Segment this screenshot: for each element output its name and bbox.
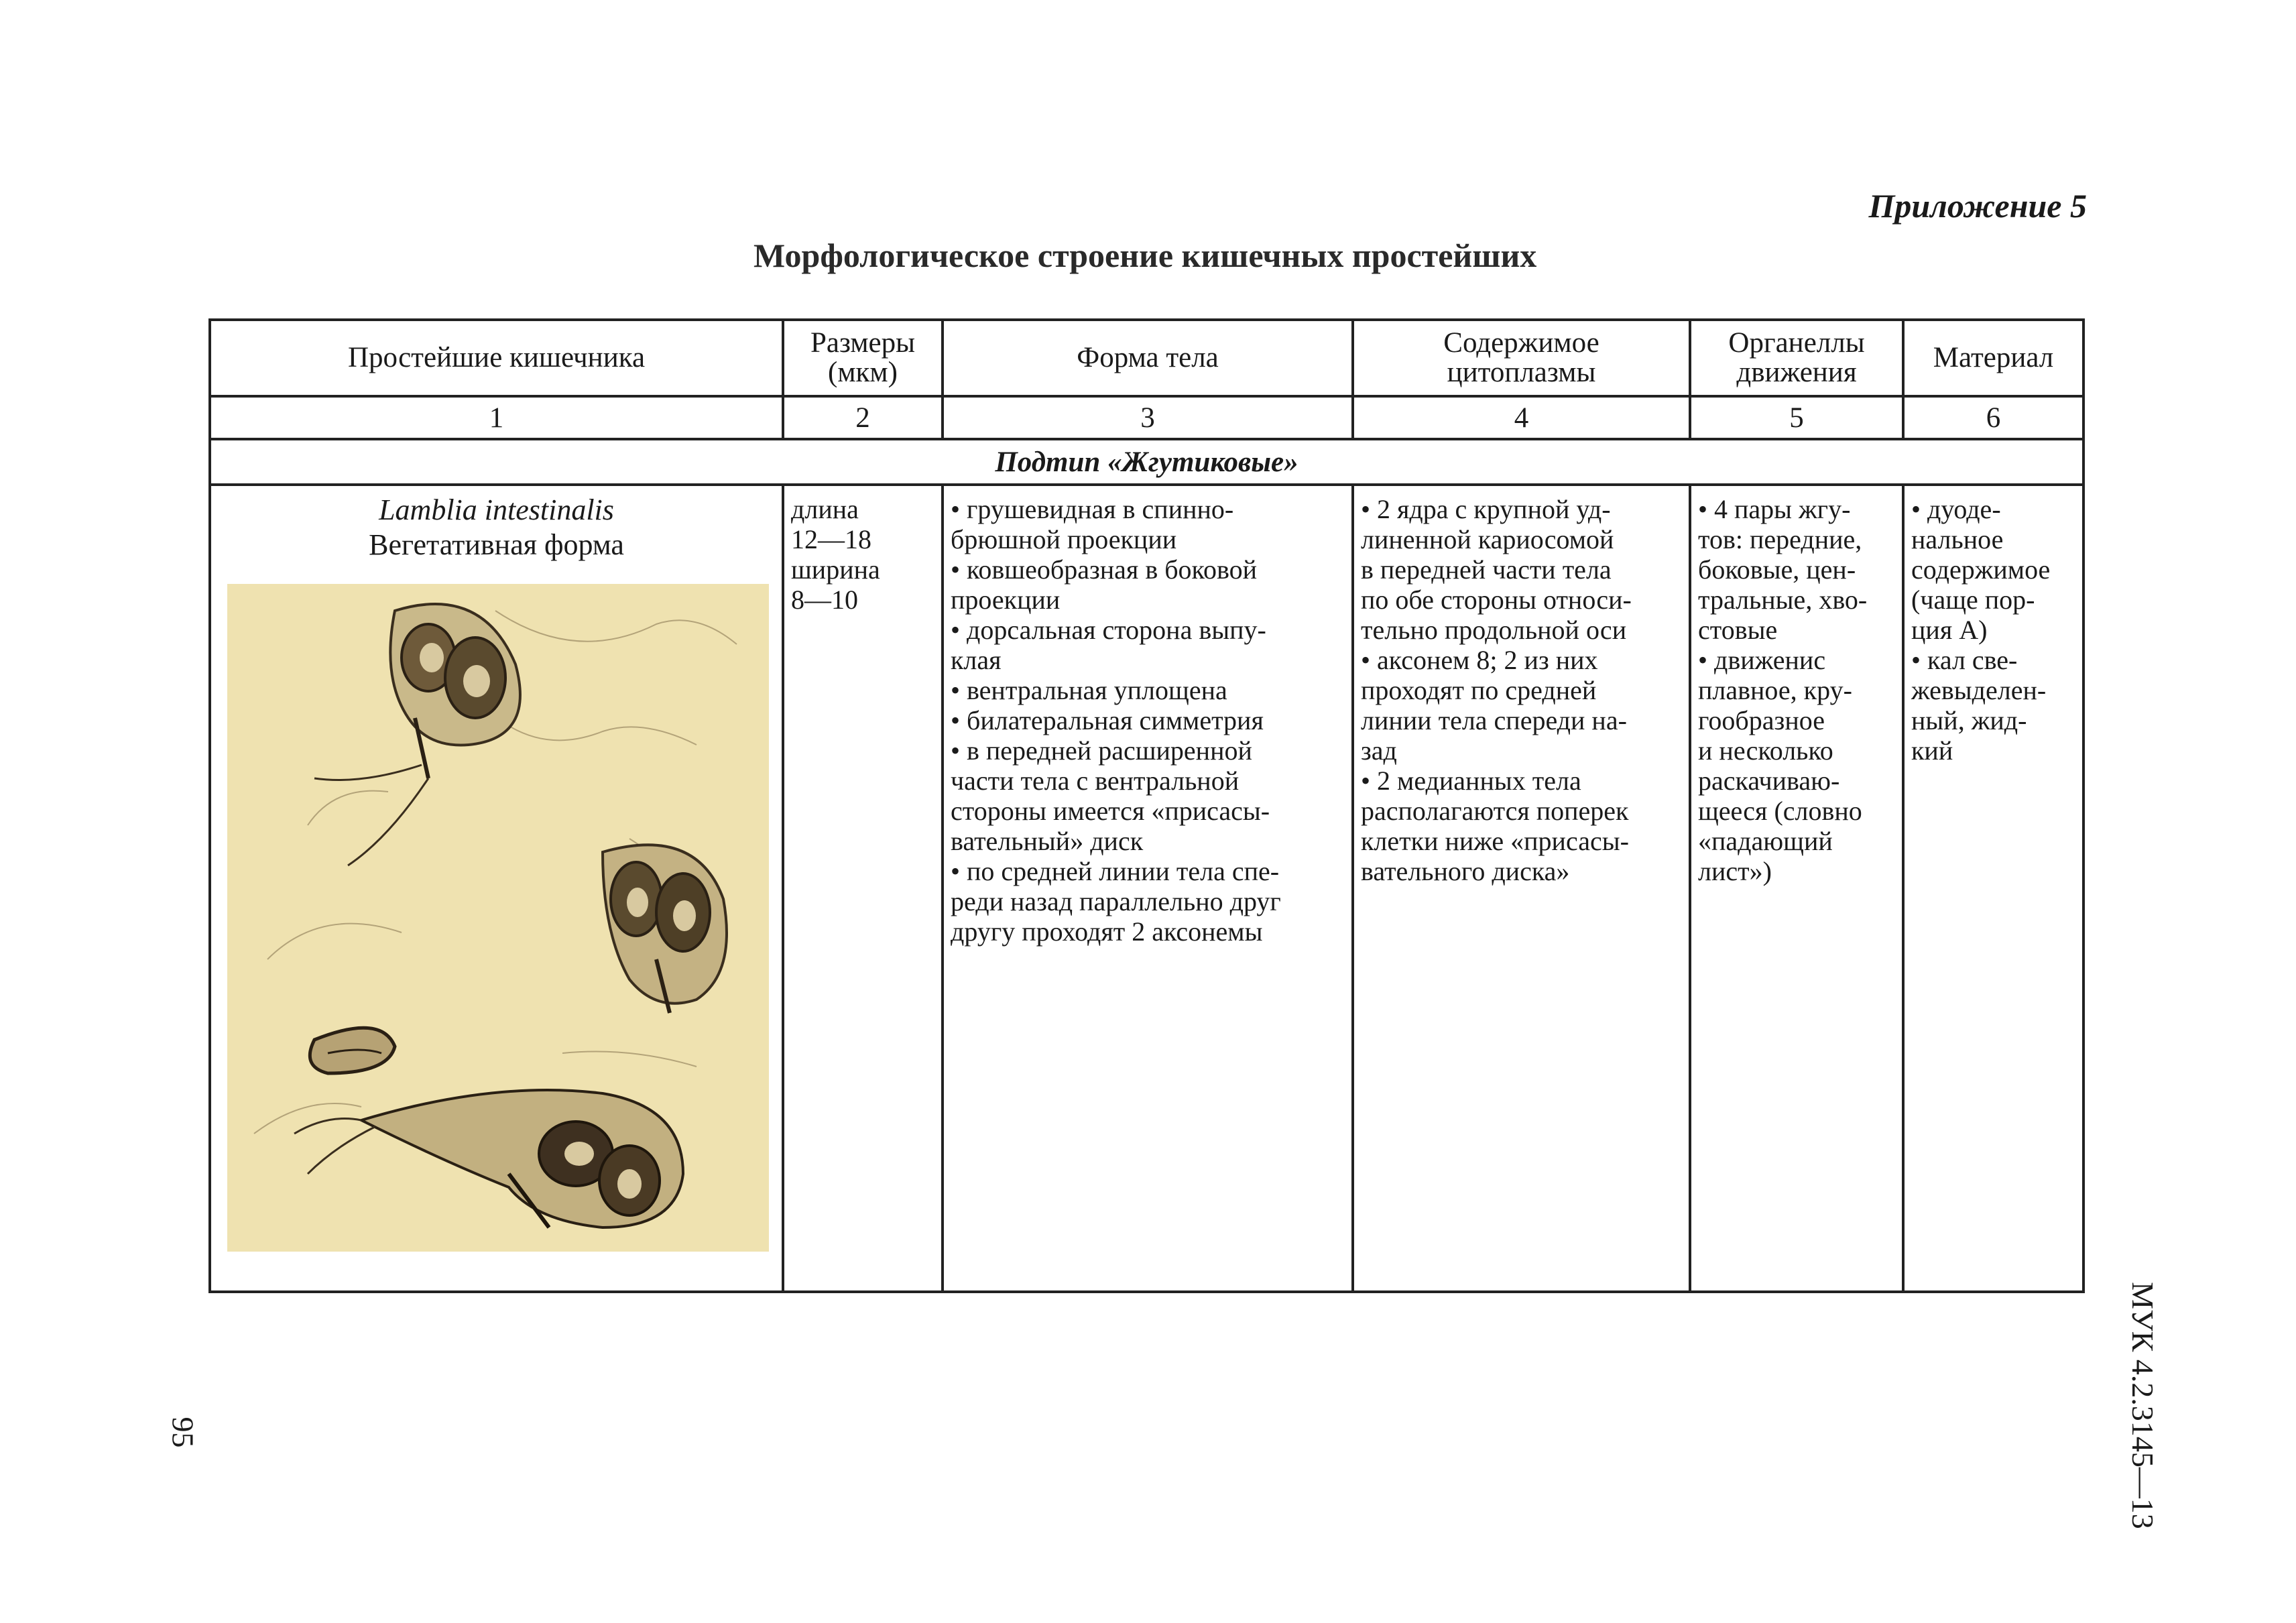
column-number: 1 <box>210 396 783 439</box>
species-name: Lamblia intestinalis <box>379 493 614 526</box>
body-shape-line: стороны имеется «присасы- <box>951 796 1270 826</box>
header-cell: Простейшие кишечника <box>210 320 783 396</box>
lamblia-illustration <box>227 584 769 1252</box>
cytoplasm-line: линии тела спереди на- <box>1361 705 1627 735</box>
cytoplasm-line: линенной кариосомой <box>1361 524 1614 554</box>
organelles-line: боковые, цен- <box>1698 554 1856 585</box>
organelles-line: лист») <box>1698 856 1772 886</box>
cytoplasm-line: клетки ниже «присасы- <box>1361 826 1629 856</box>
header-cell: Размеры (мкм) <box>783 320 943 396</box>
cytoplasm-line: располагаются поперек <box>1361 796 1629 826</box>
header-cell: Материал <box>1903 320 2083 396</box>
body-shape-line: реди назад параллельно друг <box>951 886 1281 916</box>
body-shape-line: • по средней линии тела спе- <box>951 856 1280 886</box>
organelles-line: тов: передние, <box>1698 524 1862 554</box>
column-number: 3 <box>943 396 1353 439</box>
organelles-line: плавное, кру- <box>1698 675 1852 705</box>
body-shape-line: • дорсальная сторона выпу- <box>951 615 1266 645</box>
cytoplasm-line: • 2 медианных тела <box>1361 766 1581 796</box>
form-label: Вегетативная форма <box>369 528 624 561</box>
organelles-line: и несколько <box>1698 735 1833 766</box>
body-shape-cell <box>943 485 1353 1292</box>
size-line: ширина <box>791 554 880 585</box>
cytoplasm-line: • 2 ядра с крупной уд- <box>1361 494 1611 524</box>
cytoplasm-line: проходят по средней <box>1361 675 1597 705</box>
organelles-line: стовые <box>1698 615 1778 645</box>
organelles-line: • 4 пары жгу- <box>1698 494 1851 524</box>
organelles-line: раскачиваю- <box>1698 766 1840 796</box>
cytoplasm-line: по обе стороны относи- <box>1361 585 1632 615</box>
material-line: • дуоде- <box>1911 494 2001 524</box>
column-number: 5 <box>1690 396 1903 439</box>
body-shape-line: части тела с вентральной <box>951 766 1240 796</box>
body-shape-line: • в передней расширенной <box>951 735 1252 766</box>
column-number: 2 <box>783 396 943 439</box>
subtype-row <box>210 439 2083 485</box>
appendix-label: Приложение 5 <box>1868 187 2087 225</box>
column-number-row <box>210 396 2083 439</box>
material-cell <box>1903 485 2083 1292</box>
cytoplasm-line: • аксонем 8; 2 из них <box>1361 645 1598 675</box>
body-shape-line: • ковшеобразная в боковой <box>951 554 1257 585</box>
size-line: 8—10 <box>791 585 858 615</box>
protozoa-table <box>208 318 2085 1293</box>
material-line: жевыделен- <box>1911 675 2047 705</box>
organelles-line: тральные, хво- <box>1698 585 1868 615</box>
organelles-line: «падающий <box>1698 826 1833 856</box>
header-cell: Органеллы движения <box>1690 320 1903 396</box>
body-shape-line: вательный» диск <box>951 826 1144 856</box>
lamblia-drawing <box>227 584 769 1252</box>
material-line: ный, жид- <box>1911 705 2027 735</box>
material-line: • кал све- <box>1911 645 2018 675</box>
organelles-cell <box>1690 485 1903 1292</box>
body-shape-line: • грушевидная в спинно- <box>951 494 1234 524</box>
size-line: длина <box>791 494 859 524</box>
species-cell <box>210 485 783 1292</box>
material-line: содержимое <box>1911 554 2051 585</box>
body-shape-line: брюшной проекции <box>951 524 1177 554</box>
size-line: 12—18 <box>791 524 871 554</box>
cytoplasm-line: тельно продольной оси <box>1361 615 1627 645</box>
material-line: кий <box>1911 735 1953 766</box>
organelles-line: щееся (словно <box>1698 796 1862 826</box>
page-number: 95 <box>166 1417 200 1448</box>
column-number: 4 <box>1353 396 1690 439</box>
header-cell: Форма тела <box>943 320 1353 396</box>
body-shape-line: • вентральная уплощена <box>951 675 1227 705</box>
organelles-line: гообразное <box>1698 705 1825 735</box>
cytoplasm-cell <box>1353 485 1690 1292</box>
body-shape-line: клая <box>951 645 1002 675</box>
document-title: Морфологическое строение кишечных простейших <box>753 237 1537 274</box>
cytoplasm-line: зад <box>1361 735 1397 766</box>
body-shape-line: другу проходят 2 аксонемы <box>951 916 1263 947</box>
header-row <box>210 320 2083 396</box>
material-line: нальное <box>1911 524 2004 554</box>
body-shape-line: • билатеральная симметрия <box>951 705 1264 735</box>
subtype-heading: Подтип «Жгутиковые» <box>210 439 2083 485</box>
sizes-cell <box>783 485 943 1292</box>
organelles-line: • движенис <box>1698 645 1826 675</box>
table-row <box>210 485 2083 1292</box>
material-line: (чаще пор- <box>1911 585 2035 615</box>
column-number: 6 <box>1903 396 2083 439</box>
document-code: МУК 4.2.3145—13 <box>2125 1282 2160 1529</box>
cytoplasm-line: вательного диска» <box>1361 856 1570 886</box>
body-shape-line: проекции <box>951 585 1061 615</box>
header-cell: Содержимое цитоплазмы <box>1353 320 1690 396</box>
material-line: ция А) <box>1911 615 1988 645</box>
cytoplasm-line: в передней части тела <box>1361 554 1612 585</box>
